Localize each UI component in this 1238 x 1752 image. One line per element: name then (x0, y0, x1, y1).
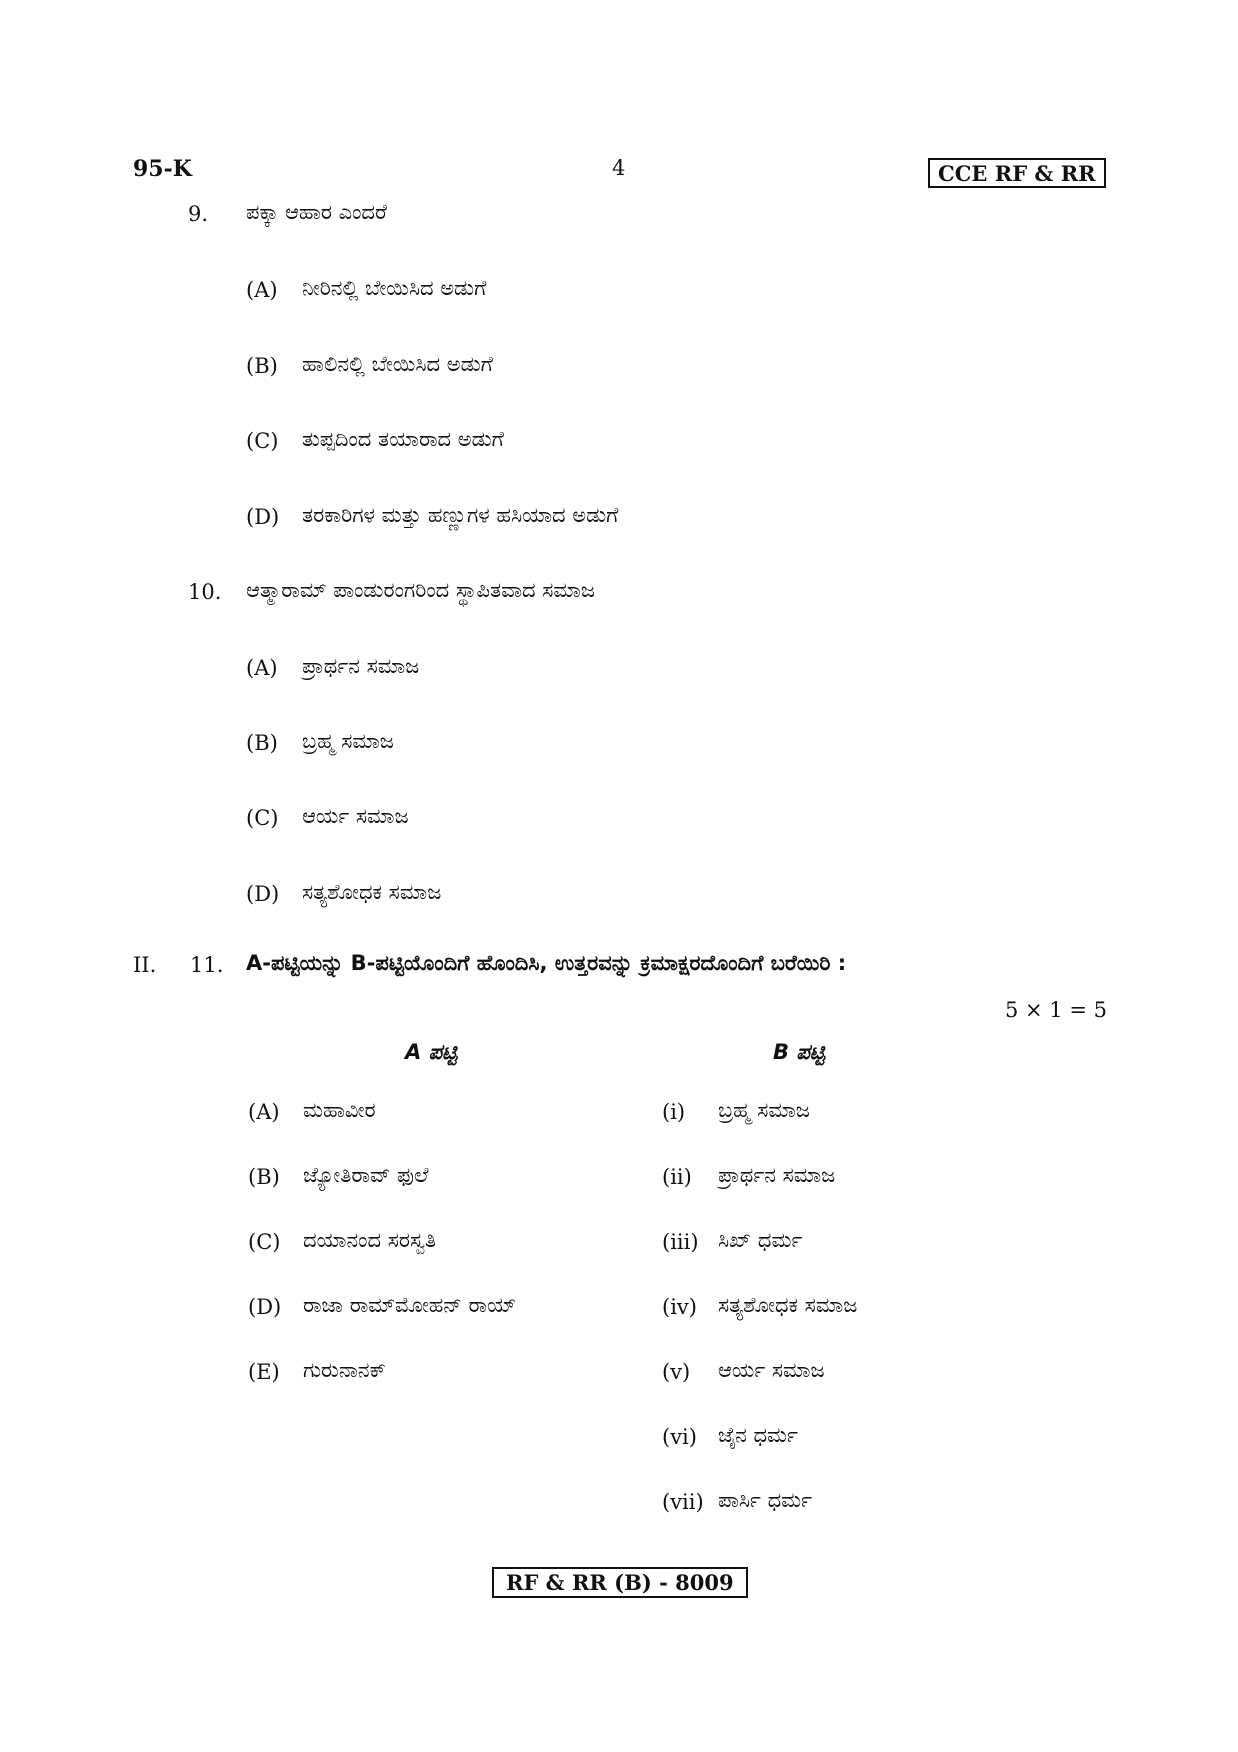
option-label: (C) (246, 429, 279, 453)
exam-box-label: CCE RF & RR (928, 158, 1106, 188)
column-b-item: ಪಾರ್ಸಿ ಧರ್ಮ (718, 1488, 812, 1512)
column-a-label: (A) (248, 1100, 280, 1124)
column-b-label: (v) (662, 1360, 691, 1384)
option-label: (B) (246, 731, 278, 755)
option-label: (C) (246, 806, 279, 830)
paper-code: 95-K (133, 156, 192, 182)
question-number: 10. (188, 580, 222, 604)
column-a-item: ಜ್ಯೋತಿರಾವ್ ಫುಲೆ (303, 1163, 429, 1187)
question-text: ಪಕ್ಕಾ ಆಹಾರ ಎಂದರೆ (246, 200, 387, 224)
column-a-header: A ಪಟ್ಟಿ (405, 1040, 458, 1064)
column-b-item: ಬ್ರಹ್ಮ ಸಮಾಜ (718, 1098, 810, 1122)
option-text: ನೀರಿನಲ್ಲಿ ಬೇಯಿಸಿದ ಅಡುಗೆ (302, 276, 487, 300)
column-b-label: (vi) (662, 1425, 697, 1449)
option-text: ಪ್ರಾರ್ಥನ ಸಮಾಜ (302, 654, 420, 678)
column-b-label: (i) (662, 1100, 686, 1124)
option-label: (D) (246, 882, 280, 906)
option-label: (A) (246, 656, 278, 680)
column-b-header: B ಪಟ್ಟಿ (773, 1040, 826, 1064)
match-instruction: A-ಪಟ್ಟಿಯನ್ನು B-ಪಟ್ಟಿಯೊಂದಿಗೆ ಹೊಂದಿಸಿ, ಉತ್ತರವನ್ನು ಕ್ರಮಾಕ್ಷರದೊಂದಿಗೆ ಬರೆಯಿರಿ : (246, 951, 847, 975)
option-text: ಸತ್ಯಶೋಧಕ ಸಮಾಜ (302, 880, 442, 904)
column-b-label: (iv) (662, 1295, 697, 1319)
option-text: ಆರ್ಯ ಸಮಾಜ (302, 804, 409, 828)
column-b-label: (vii) (662, 1490, 704, 1514)
option-label: (B) (246, 354, 278, 378)
column-a-item: ಗುರುನಾನಕ್ (303, 1358, 386, 1382)
page-number: 4 (612, 156, 626, 180)
column-a-label: (C) (248, 1230, 281, 1254)
column-b-item: ಸತ್ಯಶೋಧಕ ಸಮಾಜ (718, 1293, 858, 1317)
marks-allocation: 5 × 1 = 5 (1005, 998, 1107, 1022)
column-b-item: ಪ್ರಾರ್ಥನ ಸಮಾಜ (718, 1163, 836, 1187)
column-b-label: (iii) (662, 1230, 699, 1254)
column-a-label: (B) (248, 1165, 280, 1189)
column-a-item: ಮಹಾವೀರ (303, 1098, 376, 1122)
column-b-label: (ii) (662, 1165, 692, 1189)
option-label: (A) (246, 278, 278, 302)
question-number: 11. (190, 953, 224, 977)
option-text: ಬ್ರಹ್ಮ ಸಮಾಜ (302, 729, 394, 753)
column-a-item: ರಾಜಾ ರಾಮ್‌ಮೋಹನ್ ರಾಯ್ (303, 1293, 517, 1317)
option-label: (D) (246, 505, 280, 529)
question-text: ಆತ್ಮಾರಾಮ್ ಪಾಂಡುರಂಗರಿಂದ ಸ್ಥಾಪಿತವಾದ ಸಮಾಜ (246, 578, 595, 602)
column-b-item: ಆರ್ಯ ಸಮಾಜ (718, 1358, 825, 1382)
column-a-label: (E) (248, 1360, 280, 1384)
column-a-item: ದಯಾನಂದ ಸರಸ್ವತಿ (303, 1228, 436, 1252)
footer-code-box: RF & RR (B) - 8009 (492, 1567, 748, 1598)
column-b-item: ಜೈನ ಧರ್ಮ (718, 1423, 798, 1447)
section-number: II. (133, 953, 157, 977)
option-text: ತುಪ್ಪದಿಂದ ತಯಾರಾದ ಅಡುಗೆ (302, 427, 504, 451)
question-number: 9. (188, 202, 209, 226)
option-text: ಹಾಲಿನಲ್ಲಿ ಬೇಯಿಸಿದ ಅಡುಗೆ (302, 352, 493, 376)
column-a-label: (D) (248, 1295, 282, 1319)
column-b-item: ಸಿಖ್ ಧರ್ಮ (718, 1228, 803, 1252)
option-text: ತರಕಾರಿಗಳ ಮತ್ತು ಹಣ್ಣುಗಳ ಹಸಿಯಾದ ಅಡುಗೆ (302, 503, 619, 527)
